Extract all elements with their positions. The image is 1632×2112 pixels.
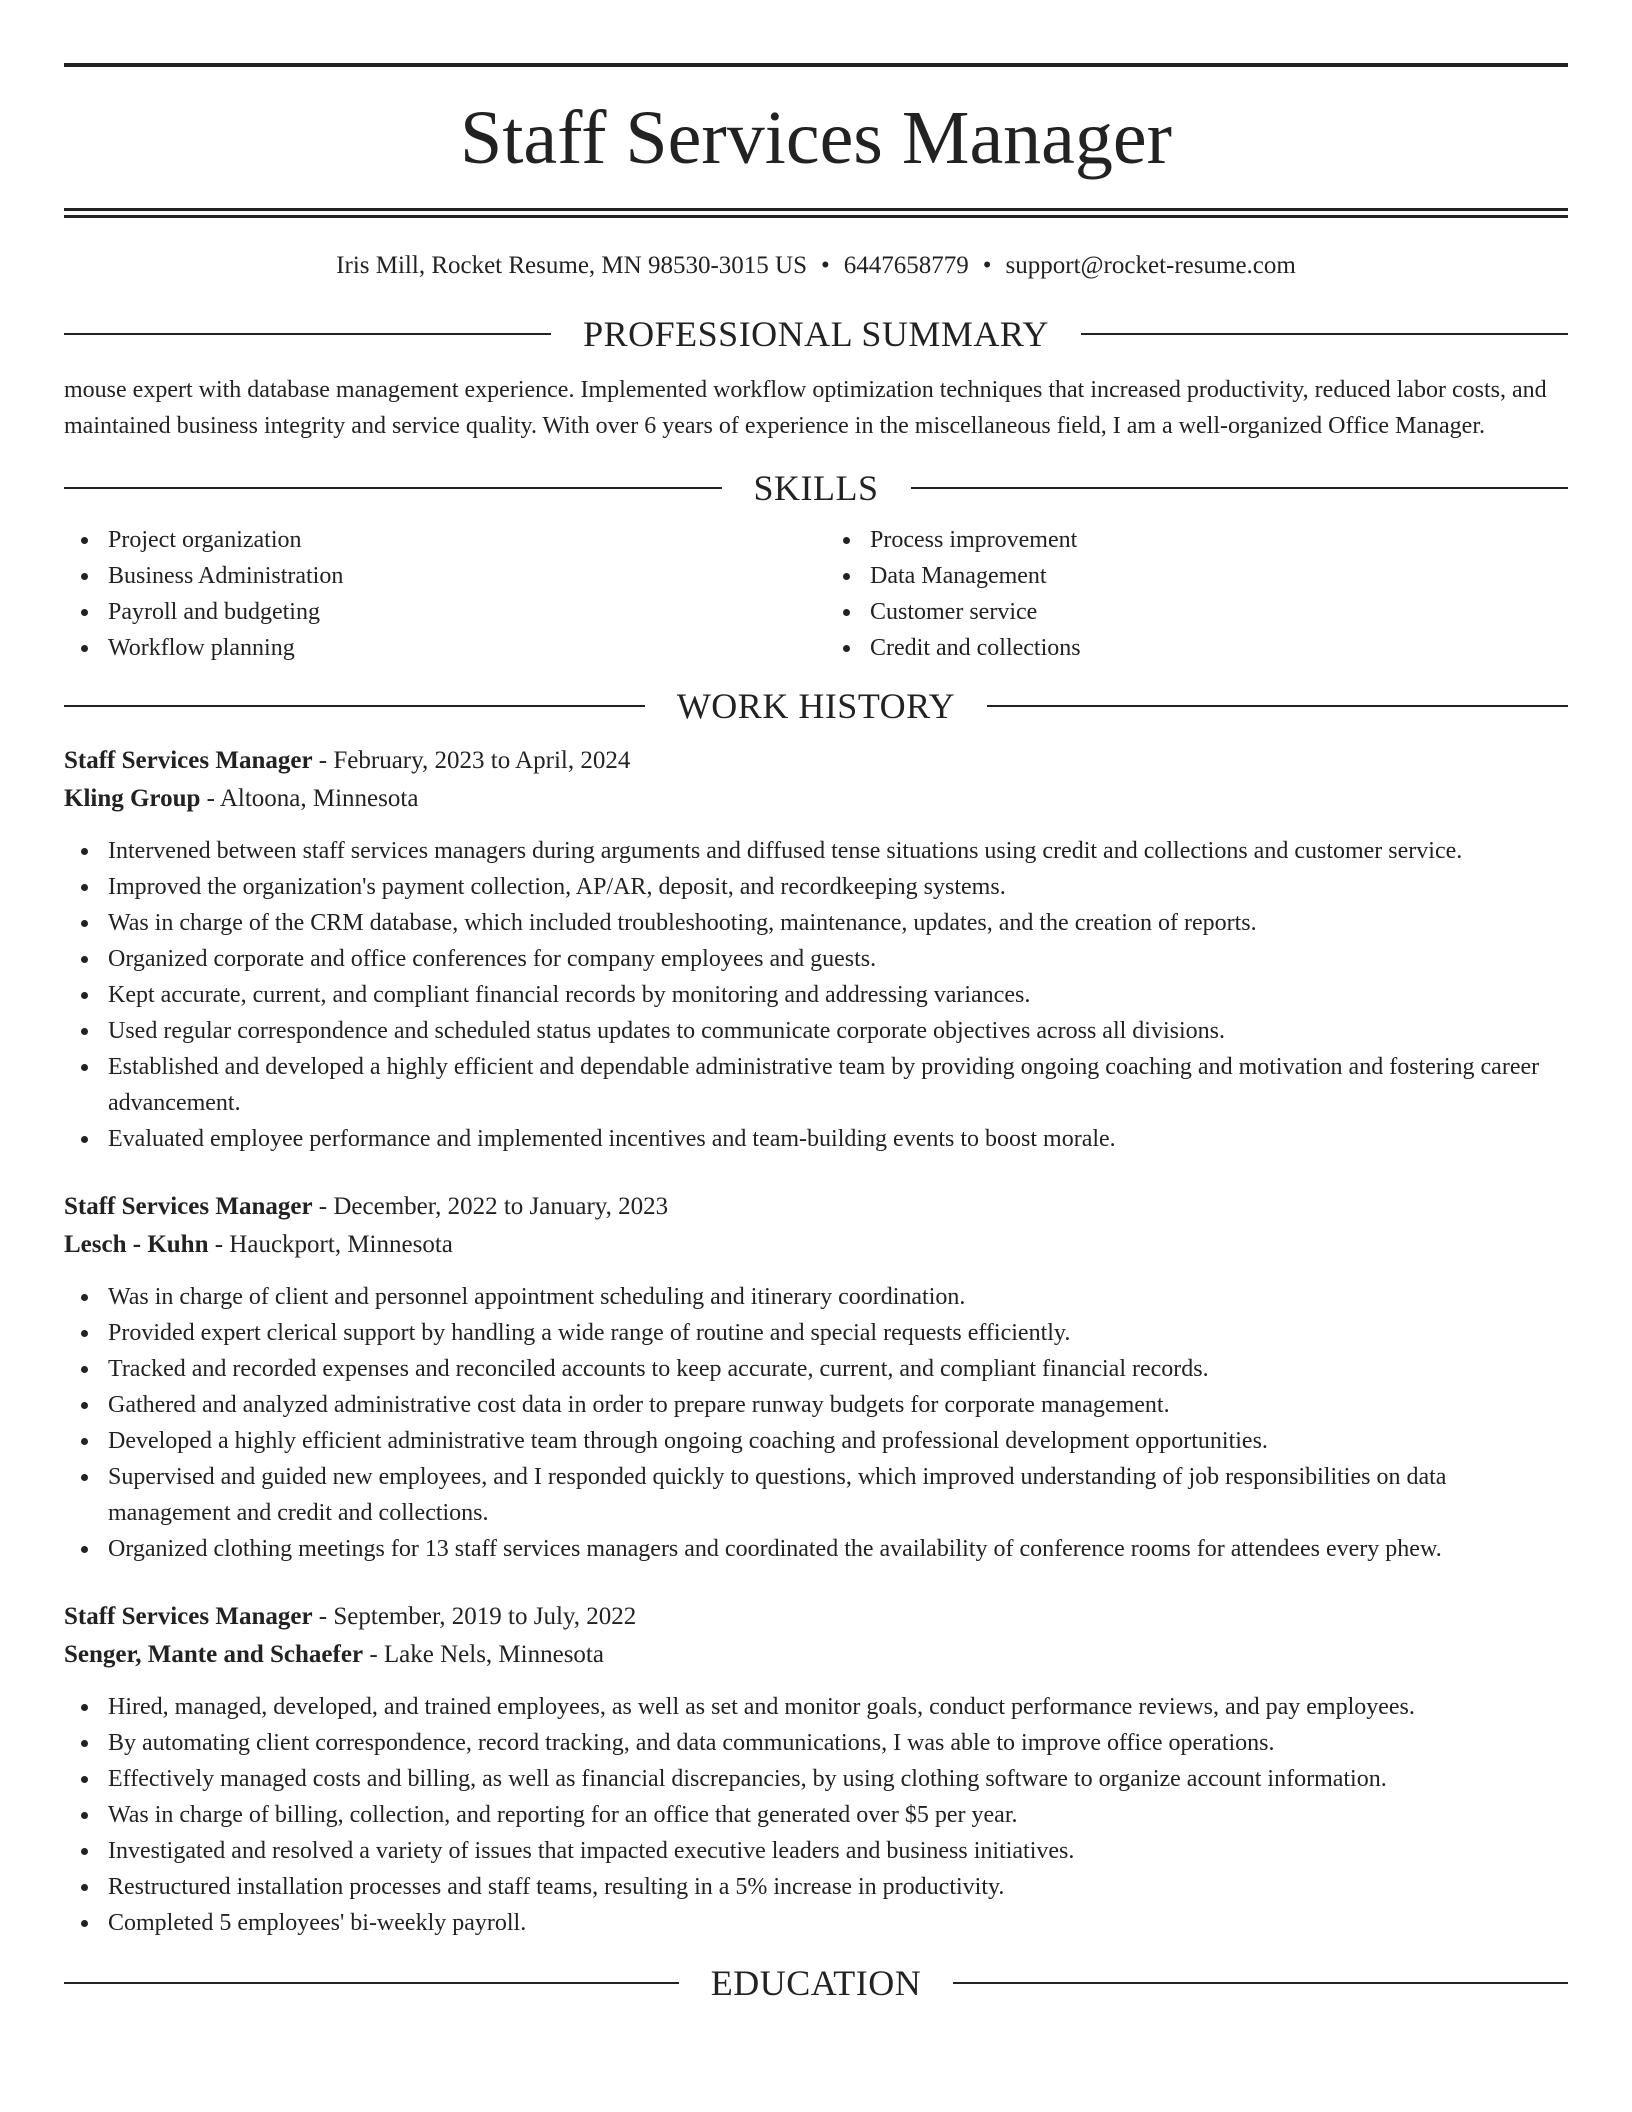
skill-item: Workflow planning [64,630,806,666]
heading-rule-right [911,487,1569,489]
job-bullet: Organized clothing meetings for 13 staff services managers and coordinated the availability of conference rooms for attendees every phew. [64,1531,1568,1567]
job-bullet: Tracked and recorded expenses and reconciled accounts to keep accurate, current, and compliant financial records. [64,1351,1568,1387]
skill-item: Credit and collections [826,630,1568,666]
work-history-heading [64,684,1568,728]
job-bullets [64,1689,1568,1941]
contact-email: support@rocket-resume.com [1005,252,1296,279]
heading-rule-left [64,1982,679,1984]
job-bullet: Improved the organization's payment collection, AP/AR, deposit, and recordkeeping systems. [64,869,1568,905]
skill-item: Business Administration [64,558,806,594]
skills-list [64,522,1568,666]
resume-page [64,0,1568,2005]
job-title: Staff Services Manager [64,1603,313,1630]
job-bullet: Restructured installation processes and staff teams, resulting in a 5% increase in productivity. [64,1869,1568,1905]
job-dates: - February, 2023 to April, 2024 [312,747,631,774]
job-company: Senger, Mante and Schaefer [64,1641,364,1668]
job-bullet: Developed a highly efficient administrative team through ongoing coaching and professional development opportunities. [64,1423,1568,1459]
skills-heading-label: SKILLS [753,468,879,508]
job-company: Kling Group [64,785,201,812]
skill-item: Customer service [826,594,1568,630]
job-bullet: Was in charge of billing, collection, and reporting for an office that generated over $5 per year. [64,1797,1568,1833]
job-bullet: By automating client correspondence, record tracking, and data communications, I was able to improve office operations. [64,1725,1568,1761]
job-location: - Altoona, Minnesota [200,785,419,812]
page-title: Staff Services Manager [460,96,1172,180]
job-bullet: Established and developed a highly efficient and dependable administrative team by providing ongoing coaching and motivation and fostering career advancement. [64,1049,1568,1121]
job-company-line [64,780,1568,818]
job-bullet: Organized corporate and office conferences for company employees and guests. [64,941,1568,977]
job-bullet: Provided expert clerical support by handling a wide range of routine and special requests efficiently. [64,1315,1568,1351]
job-bullet: Kept accurate, current, and compliant financial records by monitoring and addressing variances. [64,977,1568,1013]
skill-item: Project organization [64,522,806,558]
job-title-line [64,1598,1568,1636]
job-bullet: Effectively managed costs and billing, as well as financial discrepancies, by using clothing software to organize account information. [64,1761,1568,1797]
summary-heading [64,312,1568,356]
summary-text: mouse expert with database management experience. Implemented workflow optimization techniques that increased productivity, reduced labor costs, and maintained business integrity and service quality. With over 6 years of experience in the miscellaneous field, I am a well-organized Office Manager. [64,377,1547,439]
job-title-line [64,1188,1568,1226]
job-company: Lesch - Kuhn [64,1231,209,1258]
skill-item: Process improvement [826,522,1568,558]
job-title-line [64,742,1568,780]
contact-phone: 6447658779 [843,252,969,279]
job-title: Staff Services Manager [64,1193,313,1220]
job-entry [64,742,1568,1157]
top-rule [64,63,1568,67]
job-title: Staff Services Manager [64,747,313,774]
work-history-heading-label: WORK HISTORY [676,686,956,726]
heading-rule-right [1081,333,1568,335]
job-dates: - December, 2022 to January, 2023 [312,1193,669,1220]
education-heading-label: EDUCATION [710,1963,922,2003]
job-bullets [64,833,1568,1157]
job-bullet: Investigated and resolved a variety of issues that impacted executive leaders and business initiatives. [64,1833,1568,1869]
job-bullet: Hired, managed, developed, and trained employees, as well as set and monitor goals, conduct performance reviews, and pay employees. [64,1689,1568,1725]
job-bullet: Gathered and analyzed administrative cost data in order to prepare runway budgets for corporate management. [64,1387,1568,1423]
job-bullet: Was in charge of the CRM database, which included troubleshooting, maintenance, updates, and the creation of reports. [64,905,1568,941]
job-company-line [64,1636,1568,1674]
job-location: - Lake Nels, Minnesota [363,1641,604,1668]
education-heading [64,1961,1568,2005]
job-entry [64,1188,1568,1567]
contact-address: Iris Mill, Rocket Resume, MN 98530-3015 US [336,252,807,279]
heading-rule-left [64,705,645,707]
skills-heading [64,466,1568,510]
job-bullets [64,1279,1568,1567]
job-bullet: Evaluated employee performance and implemented incentives and team-building events to boost morale. [64,1121,1568,1157]
skill-item: Payroll and budgeting [64,594,806,630]
contact-separator: • [982,252,992,279]
job-bullet: Was in charge of client and personnel appointment scheduling and itinerary coordination. [64,1279,1568,1315]
job-dates: - September, 2019 to July, 2022 [312,1603,637,1630]
heading-rule-right [953,1982,1568,1984]
skill-item: Data Management [826,558,1568,594]
job-entry [64,1598,1568,1941]
title-double-rule [64,208,1568,218]
heading-rule-right [987,705,1568,707]
job-bullet: Completed 5 employees' bi-weekly payroll. [64,1905,1568,1941]
contact-line [64,250,1568,282]
job-company-line [64,1226,1568,1264]
summary-heading-label: PROFESSIONAL SUMMARY [583,314,1049,354]
job-location: - Hauckport, Minnesota [208,1231,453,1258]
job-bullet: Supervised and guided new employees, and I responded quickly to questions, which improved understanding of job responsibilities on data management and credit and collections. [64,1459,1568,1531]
heading-rule-left [64,333,551,335]
job-bullet: Used regular correspondence and scheduled status updates to communicate corporate objectives across all divisions. [64,1013,1568,1049]
contact-separator: • [821,252,830,279]
heading-rule-left [64,487,722,489]
job-bullet: Intervened between staff services managers during arguments and diffused tense situations using credit and collections and customer service. [64,833,1568,869]
